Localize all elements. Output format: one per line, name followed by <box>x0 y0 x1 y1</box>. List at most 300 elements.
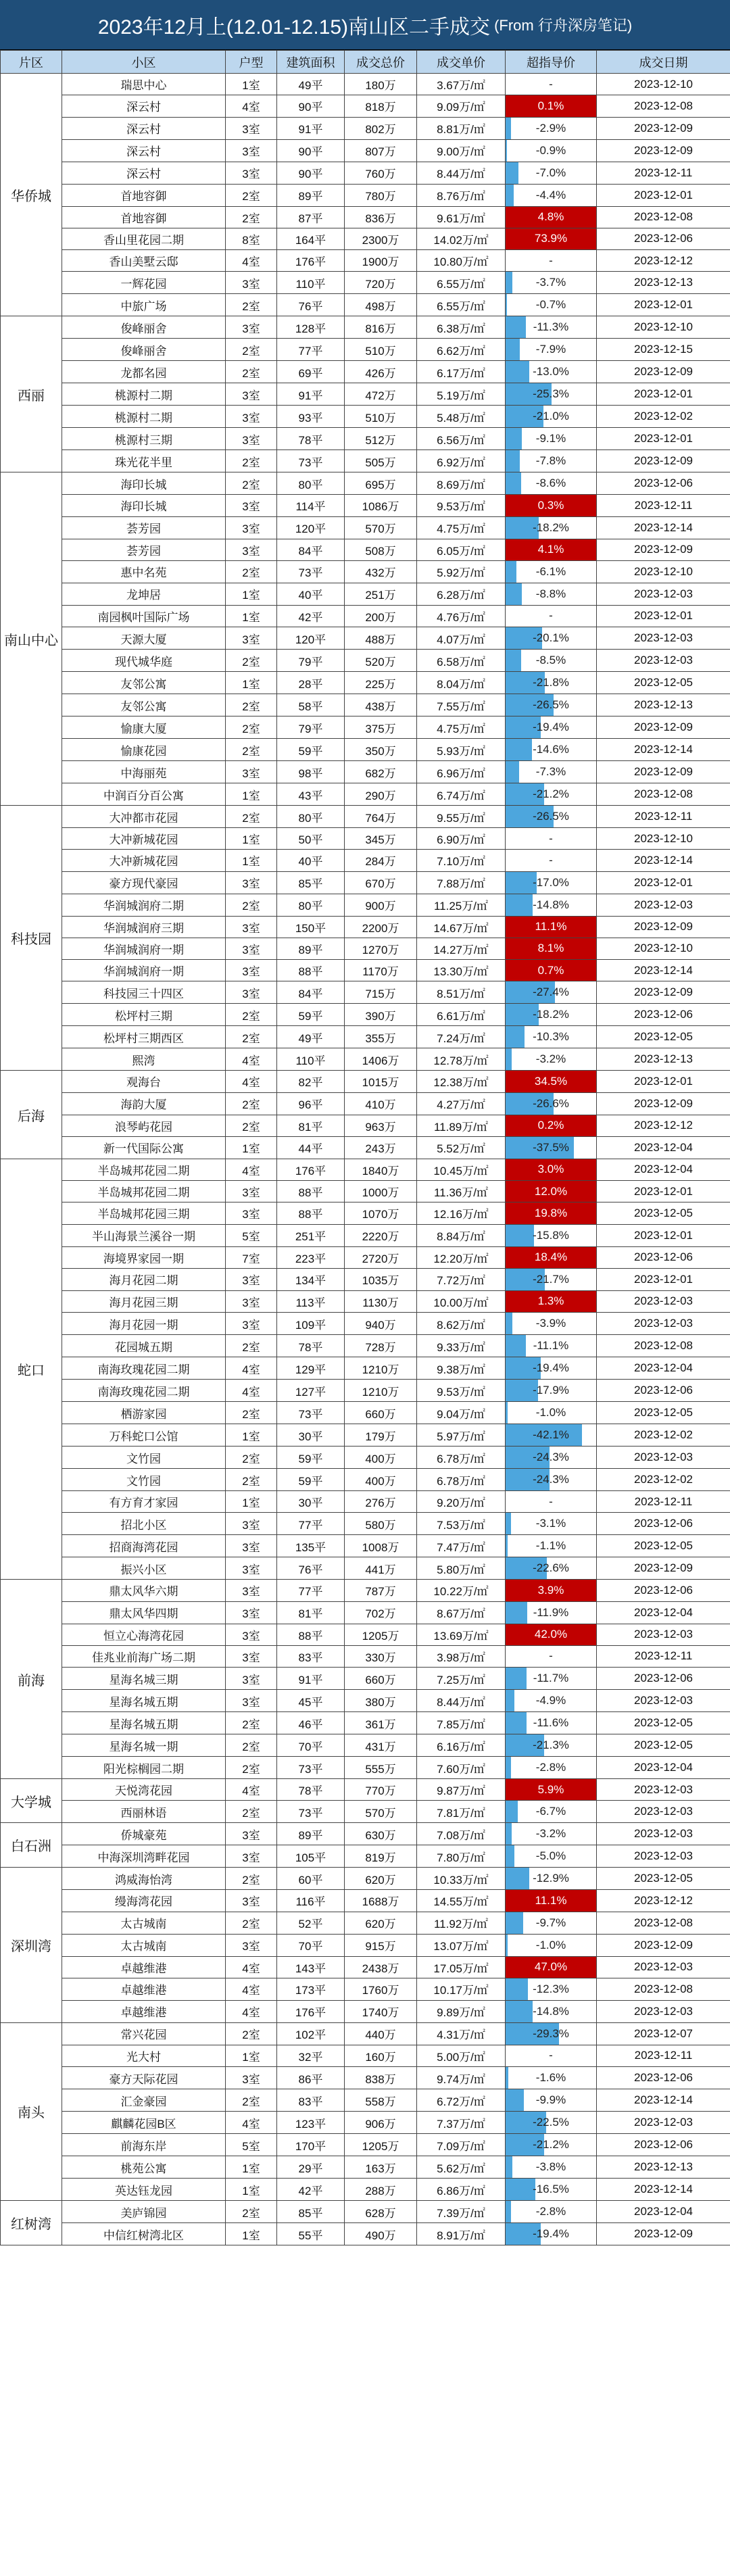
community-cell: 珠光花半里 <box>62 450 226 472</box>
unit-price-cell: 6.38万/㎡ <box>417 316 506 339</box>
date-cell: 2023-12-09 <box>597 761 730 783</box>
unit-price-cell: 4.07万/㎡ <box>417 627 506 650</box>
vs-guide-value: -4.9% <box>535 1694 566 1707</box>
total-price-cell: 630万 <box>345 1823 417 1845</box>
vs-guide-cell <box>506 672 597 694</box>
community-cell: 华润城润府二期 <box>62 894 226 916</box>
area-cell: 88平 <box>277 1181 345 1202</box>
layout-cell: 2室 <box>226 1115 277 1136</box>
table-row <box>1 938 730 959</box>
area-cell: 78平 <box>277 1335 345 1357</box>
area-cell: 84平 <box>277 981 345 1004</box>
unit-price-cell: 9.61万/㎡ <box>417 206 506 228</box>
table-row <box>1 206 730 228</box>
area-cell: 70平 <box>277 1734 345 1757</box>
unit-price-cell: 7.09万/㎡ <box>417 2134 506 2156</box>
vs-guide-value: -21.7% <box>533 1272 569 1286</box>
table-row <box>1 672 730 694</box>
area-cell: 59平 <box>277 1004 345 1026</box>
area-cell: 80平 <box>277 472 345 495</box>
area-cell: 73平 <box>277 1402 345 1424</box>
table-row <box>1 1136 730 1159</box>
layout-cell: 2室 <box>226 2201 277 2223</box>
layout-cell: 5室 <box>226 2134 277 2156</box>
vs-guide-bar-fill <box>506 1048 512 1070</box>
community-cell: 豪方天际花园 <box>62 2067 226 2089</box>
table-row <box>1 1115 730 1136</box>
layout-cell: 2室 <box>226 361 277 383</box>
unit-price-cell: 10.33万/㎡ <box>417 1868 506 1890</box>
date-cell: 2023-12-13 <box>597 694 730 716</box>
vs-guide-cell: 42.0% <box>506 1624 597 1645</box>
date-cell: 2023-12-05 <box>597 1535 730 1557</box>
date-cell: 2023-12-11 <box>597 1645 730 1667</box>
table-row <box>1 1469 730 1491</box>
vs-guide-bar <box>506 2023 596 2045</box>
vs-guide-value: -21.2% <box>533 2138 569 2151</box>
table-row <box>1 1557 730 1580</box>
col-header-layout: 户型 <box>226 51 277 74</box>
table-row <box>1 2067 730 2089</box>
vs-guide-bar-fill <box>506 1690 514 1711</box>
date-cell: 2023-12-03 <box>597 894 730 916</box>
table-row <box>1 2000 730 2022</box>
title-bar <box>0 0 730 50</box>
vs-guide-cell <box>506 1268 597 1290</box>
vs-guide-bar-fill <box>506 339 520 360</box>
layout-cell: 2室 <box>226 739 277 761</box>
unit-price-cell: 7.47万/㎡ <box>417 1535 506 1557</box>
vs-guide-value: -1.6% <box>535 2071 566 2084</box>
layout-cell: 3室 <box>226 916 277 938</box>
date-cell: 2023-12-05 <box>597 672 730 694</box>
layout-cell: 5室 <box>226 1224 277 1246</box>
vs-guide-bar-fill <box>506 1712 527 1734</box>
layout-cell: 3室 <box>226 1290 277 1312</box>
layout-cell: 2室 <box>226 1402 277 1424</box>
vs-guide-bar <box>506 1602 596 1624</box>
unit-price-cell: 6.96万/㎡ <box>417 761 506 783</box>
layout-cell: 2室 <box>226 1712 277 1734</box>
total-price-cell: 660万 <box>345 1668 417 1690</box>
vs-guide-bar-fill <box>506 1313 512 1334</box>
area-cell: 82平 <box>277 1071 345 1092</box>
table-row <box>1 1779 730 1801</box>
vs-guide-bar-fill <box>506 118 511 139</box>
area-cell: 81平 <box>277 1601 345 1624</box>
table-row <box>1 806 730 828</box>
unit-price-cell: 12.38万/㎡ <box>417 1071 506 1092</box>
table-body <box>1 74 730 2245</box>
community-cell: 松坪村三期西区 <box>62 1026 226 1048</box>
table-row <box>1 1447 730 1469</box>
unit-price-cell: 14.67万/㎡ <box>417 916 506 938</box>
area-cell: 59平 <box>277 1469 345 1491</box>
layout-cell: 1室 <box>226 783 277 806</box>
vs-guide-value: -3.1% <box>535 1517 566 1530</box>
district-cell: 南头 <box>1 2022 62 2200</box>
area-cell: 83平 <box>277 1645 345 1667</box>
total-price-cell: 355万 <box>345 1026 417 1048</box>
district-cell: 科技园 <box>1 806 62 1071</box>
unit-price-cell: 14.27万/㎡ <box>417 938 506 959</box>
community-cell: 科技园三十四区 <box>62 981 226 1004</box>
date-cell: 2023-12-05 <box>597 1734 730 1757</box>
vs-guide-bar-fill <box>506 185 514 206</box>
date-cell: 2023-12-03 <box>597 1313 730 1335</box>
date-cell: 2023-12-01 <box>597 605 730 627</box>
vs-guide-value: -1.0% <box>535 1406 566 1419</box>
layout-cell: 2室 <box>226 806 277 828</box>
layout-cell: 3室 <box>226 2067 277 2089</box>
area-cell: 50平 <box>277 828 345 850</box>
vs-guide-bar-fill <box>506 2201 511 2222</box>
vs-guide-cell <box>506 1513 597 1535</box>
district-cell: 深圳湾 <box>1 1868 62 2023</box>
area-cell: 76平 <box>277 1557 345 1580</box>
vs-guide-cell <box>506 1845 597 1868</box>
total-price-cell: 288万 <box>345 2179 417 2201</box>
community-cell: 桃苑公寓 <box>62 2156 226 2179</box>
vs-guide-bar <box>506 1978 596 2000</box>
area-cell: 116平 <box>277 1890 345 1912</box>
area-cell: 98平 <box>277 761 345 783</box>
vs-guide-bar <box>506 383 596 405</box>
vs-guide-bar <box>506 981 596 1003</box>
vs-guide-bar <box>506 561 596 583</box>
vs-guide-value: -0.9% <box>535 143 566 157</box>
unit-price-cell: 6.72万/㎡ <box>417 2089 506 2112</box>
vs-guide-value: -2.9% <box>535 121 566 135</box>
layout-cell: 3室 <box>226 139 277 162</box>
table-row <box>1 1580 730 1601</box>
table-row <box>1 1224 730 1246</box>
total-price-cell: 780万 <box>345 184 417 206</box>
unit-price-cell: 14.55万/㎡ <box>417 1890 506 1912</box>
community-cell: 海韵大厦 <box>62 1092 226 1115</box>
table-row <box>1 2134 730 2156</box>
total-price-cell: 1000万 <box>345 1181 417 1202</box>
area-cell: 89平 <box>277 184 345 206</box>
vs-guide-bar-fill <box>506 1668 527 1689</box>
vs-guide-bar <box>506 428 596 449</box>
vs-guide-cell: 3.9% <box>506 1580 597 1601</box>
unit-price-cell: 9.87万/㎡ <box>417 1779 506 1801</box>
table-row <box>1 1202 730 1224</box>
unit-price-cell: 6.17万/㎡ <box>417 361 506 383</box>
vs-guide-bar-fill <box>506 1335 526 1357</box>
total-price-cell: 276万 <box>345 1491 417 1513</box>
layout-cell: 4室 <box>226 1048 277 1071</box>
layout-cell: 2室 <box>226 650 277 672</box>
community-cell: 半岛城邦花园二期 <box>62 1159 226 1180</box>
vs-guide-bar-fill <box>506 1801 518 1822</box>
vs-guide-value: -7.8% <box>535 454 566 468</box>
community-cell: 豪方现代豪园 <box>62 871 226 894</box>
community-cell: 中海丽苑 <box>62 761 226 783</box>
table-row <box>1 1491 730 1513</box>
layout-cell: 4室 <box>226 2112 277 2134</box>
date-cell: 2023-12-11 <box>597 162 730 184</box>
vs-guide-bar <box>506 1513 596 1534</box>
date-cell: 2023-12-09 <box>597 450 730 472</box>
community-cell: 卓越维港 <box>62 1956 226 1978</box>
vs-guide-bar-fill <box>506 2067 508 2089</box>
date-cell: 2023-12-04 <box>597 1136 730 1159</box>
area-cell: 96平 <box>277 1092 345 1115</box>
vs-guide-bar <box>506 1801 596 1822</box>
area-cell: 43平 <box>277 783 345 806</box>
vs-guide-value: -2.8% <box>535 2205 566 2218</box>
vs-guide-cell <box>506 871 597 894</box>
vs-guide-cell: 1.3% <box>506 1290 597 1312</box>
layout-cell: 7室 <box>226 1246 277 1268</box>
vs-guide-bar <box>506 1690 596 1711</box>
unit-price-cell: 6.90万/㎡ <box>417 828 506 850</box>
vs-guide-bar-fill <box>506 450 520 472</box>
layout-cell: 3室 <box>226 117 277 139</box>
vs-guide-bar <box>506 1335 596 1357</box>
table-row <box>1 1268 730 1290</box>
vs-guide-bar <box>506 272 596 293</box>
vs-guide-bar <box>506 716 596 738</box>
table-row <box>1 1734 730 1757</box>
table-row <box>1 2156 730 2179</box>
table-row <box>1 2201 730 2223</box>
community-cell: 海印长城 <box>62 495 226 516</box>
community-cell: 友邻公寓 <box>62 672 226 694</box>
vs-guide-value: -11.3% <box>533 320 569 334</box>
table-row <box>1 1380 730 1402</box>
vs-guide-cell <box>506 1026 597 1048</box>
table-row <box>1 960 730 981</box>
vs-guide-cell <box>506 1978 597 2000</box>
community-cell: 愉康大厦 <box>62 716 226 739</box>
area-cell: 73平 <box>277 1757 345 1779</box>
table-row <box>1 1845 730 1868</box>
community-cell: 海月花园三期 <box>62 1290 226 1312</box>
community-cell: 桃源村二期 <box>62 406 226 428</box>
unit-price-cell: 9.33万/㎡ <box>417 1335 506 1357</box>
table-row <box>1 605 730 627</box>
total-price-cell: 438万 <box>345 694 417 716</box>
total-price-cell: 2300万 <box>345 228 417 249</box>
vs-guide-bar <box>506 2089 596 2111</box>
column-header-row <box>1 51 730 74</box>
vs-guide-cell <box>506 583 597 605</box>
table-row <box>1 383 730 406</box>
vs-guide-bar-fill <box>506 1912 523 1934</box>
table-row <box>1 583 730 605</box>
unit-price-cell: 5.80万/㎡ <box>417 1557 506 1580</box>
date-cell: 2023-12-06 <box>597 472 730 495</box>
vs-guide-value: -3.9% <box>535 1317 566 1330</box>
vs-guide-bar <box>506 1225 596 1246</box>
table-row <box>1 1357 730 1380</box>
vs-guide-bar-fill <box>506 162 518 184</box>
total-price-cell: 243万 <box>345 1136 417 1159</box>
vs-guide-bar-fill <box>506 428 522 449</box>
area-cell: 90平 <box>277 95 345 117</box>
vs-guide-value: -14.6% <box>533 743 569 756</box>
date-cell: 2023-12-06 <box>597 1246 730 1268</box>
date-cell: 2023-12-08 <box>597 1335 730 1357</box>
community-cell: 美庐锦园 <box>62 2201 226 2223</box>
area-cell: 91平 <box>277 1668 345 1690</box>
vs-guide-bar <box>506 806 596 827</box>
vs-guide-bar <box>506 2112 596 2133</box>
vs-guide-bar <box>506 1137 596 1159</box>
unit-price-cell: 17.05万/㎡ <box>417 1956 506 1978</box>
community-cell: 光大村 <box>62 2045 226 2066</box>
community-cell: 太古城南 <box>62 1934 226 1956</box>
vs-guide-cell <box>506 2089 597 2112</box>
vs-guide-cell <box>506 1402 597 1424</box>
total-price-cell: 390万 <box>345 1004 417 1026</box>
community-cell: 深云村 <box>62 95 226 117</box>
vs-guide-cell <box>506 1357 597 1380</box>
total-price-cell: 510万 <box>345 339 417 361</box>
table-row <box>1 184 730 206</box>
vs-guide-value: -21.8% <box>533 676 569 689</box>
date-cell: 2023-12-03 <box>597 1290 730 1312</box>
vs-guide-bar-fill <box>506 1225 534 1246</box>
area-cell: 40平 <box>277 850 345 871</box>
total-price-cell: 819万 <box>345 1845 417 1868</box>
area-cell: 42平 <box>277 2179 345 2201</box>
vs-guide-cell: - <box>506 605 597 627</box>
district-cell: 南山中心 <box>1 472 62 806</box>
community-cell: 香山里花园二期 <box>62 228 226 249</box>
date-cell: 2023-12-02 <box>597 1424 730 1447</box>
area-cell: 128平 <box>277 316 345 339</box>
vs-guide-value: -3.2% <box>535 1827 566 1841</box>
layout-cell: 3室 <box>226 495 277 516</box>
district-cell: 白石洲 <box>1 1823 62 1868</box>
layout-cell: 1室 <box>226 2156 277 2179</box>
community-cell: 首地容御 <box>62 184 226 206</box>
total-price-cell: 838万 <box>345 2067 417 2089</box>
table-row <box>1 716 730 739</box>
total-price-cell: 1406万 <box>345 1048 417 1071</box>
unit-price-cell: 8.51万/㎡ <box>417 981 506 1004</box>
table-row <box>1 1690 730 1712</box>
date-cell: 2023-12-06 <box>597 2067 730 2089</box>
community-cell: 龙都名园 <box>62 361 226 383</box>
table-row <box>1 2179 730 2201</box>
vs-guide-value: -3.2% <box>535 1052 566 1066</box>
vs-guide-cell <box>506 2112 597 2134</box>
unit-price-cell: 8.44万/㎡ <box>417 1690 506 1712</box>
total-price-cell: 570万 <box>345 516 417 539</box>
unit-price-cell: 8.84万/㎡ <box>417 1224 506 1246</box>
unit-price-cell: 11.92万/㎡ <box>417 1912 506 1934</box>
total-price-cell: 441万 <box>345 1557 417 1580</box>
vs-guide-bar <box>506 1912 596 1934</box>
area-cell: 73平 <box>277 1801 345 1823</box>
area-cell: 28平 <box>277 672 345 694</box>
community-cell: 前海东岸 <box>62 2134 226 2156</box>
unit-price-cell: 4.27万/㎡ <box>417 1092 506 1115</box>
date-cell: 2023-12-02 <box>597 1469 730 1491</box>
layout-cell: 4室 <box>226 2000 277 2022</box>
community-cell: 华润城润府一期 <box>62 960 226 981</box>
total-price-cell: 432万 <box>345 560 417 583</box>
table-row <box>1 1801 730 1823</box>
date-cell: 2023-12-03 <box>597 650 730 672</box>
area-cell: 73平 <box>277 450 345 472</box>
table-row <box>1 162 730 184</box>
vs-guide-cell <box>506 383 597 406</box>
vs-guide-cell <box>506 2179 597 2201</box>
community-cell: 中海深圳湾畔花园 <box>62 1845 226 1868</box>
table-row <box>1 1823 730 1845</box>
community-cell: 花园城五期 <box>62 1335 226 1357</box>
area-cell: 77平 <box>277 1580 345 1601</box>
vs-guide-cell <box>506 1912 597 1934</box>
table-row <box>1 1313 730 1335</box>
table-row <box>1 1424 730 1447</box>
date-cell: 2023-12-09 <box>597 117 730 139</box>
layout-cell: 3室 <box>226 1601 277 1624</box>
community-cell: 缦海湾花园 <box>62 1890 226 1912</box>
table-row <box>1 428 730 450</box>
total-price-cell: 816万 <box>345 316 417 339</box>
unit-price-cell: 8.91万/㎡ <box>417 2223 506 2245</box>
vs-guide-cell <box>506 1823 597 1845</box>
total-price-cell: 787万 <box>345 1580 417 1601</box>
date-cell: 2023-12-01 <box>597 428 730 450</box>
vs-guide-value: -14.8% <box>533 2004 569 2018</box>
area-cell: 176平 <box>277 1159 345 1180</box>
vs-guide-cell <box>506 1557 597 1580</box>
layout-cell: 3室 <box>226 272 277 294</box>
area-cell: 90平 <box>277 139 345 162</box>
table-row <box>1 1159 730 1180</box>
total-price-cell: 807万 <box>345 139 417 162</box>
table-row <box>1 1668 730 1690</box>
total-price-cell: 290万 <box>345 783 417 806</box>
date-cell: 2023-12-01 <box>597 383 730 406</box>
layout-cell: 1室 <box>226 828 277 850</box>
vs-guide-cell <box>506 1712 597 1734</box>
vs-guide-cell <box>506 361 597 383</box>
date-cell: 2023-12-03 <box>597 1779 730 1801</box>
area-cell: 134平 <box>277 1268 345 1290</box>
community-cell: 振兴小区 <box>62 1557 226 1580</box>
vs-guide-bar-fill <box>506 140 507 162</box>
layout-cell: 4室 <box>226 1380 277 1402</box>
unit-price-cell: 9.74万/㎡ <box>417 2067 506 2089</box>
layout-cell: 4室 <box>226 1779 277 1801</box>
area-cell: 120平 <box>277 516 345 539</box>
unit-price-cell: 9.53万/㎡ <box>417 495 506 516</box>
table-row <box>1 450 730 472</box>
total-price-cell: 160万 <box>345 2045 417 2066</box>
date-cell: 2023-12-05 <box>597 1868 730 1890</box>
vs-guide-bar <box>506 650 596 671</box>
date-cell: 2023-12-03 <box>597 1823 730 1845</box>
layout-cell: 3室 <box>226 428 277 450</box>
table-row <box>1 761 730 783</box>
area-cell: 49平 <box>277 74 345 95</box>
date-cell: 2023-12-04 <box>597 1601 730 1624</box>
area-cell: 83平 <box>277 2089 345 2112</box>
community-cell: 太古城南 <box>62 1912 226 1934</box>
area-cell: 109平 <box>277 1313 345 1335</box>
total-price-cell: 1086万 <box>345 495 417 516</box>
unit-price-cell: 10.45万/㎡ <box>417 1159 506 1180</box>
